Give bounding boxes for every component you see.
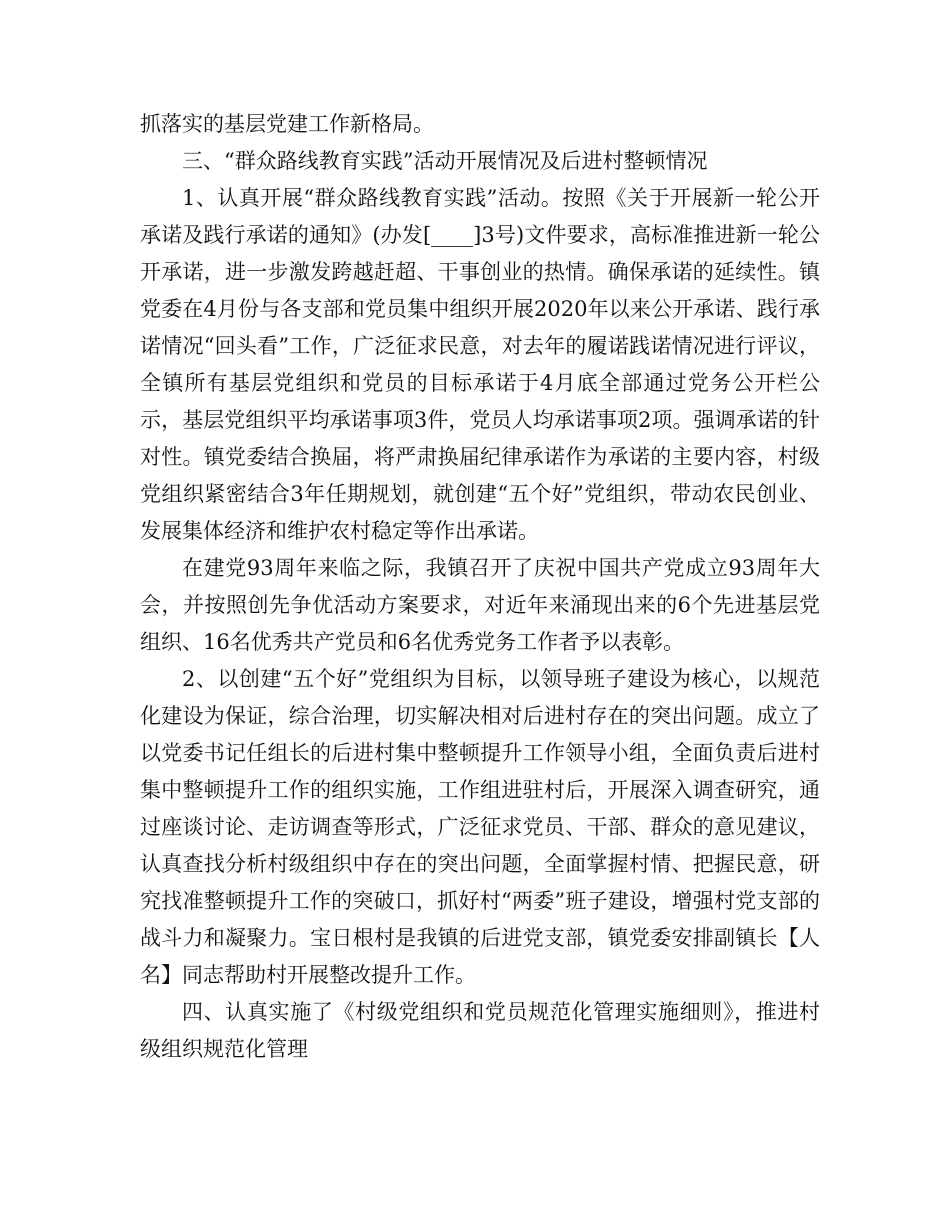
paragraph-item-two: 2、以创建“五个好”党组织为目标，以领导班子建设为核心，以规范化建设为保证，综合治理，切实解决相对后进村存在的突出问题。成立了以党委书记任组长的后进村集中整顿提升工作领导小组，全面负责后进村集中整顿提升工作的组织实施，工作组进驻村后，开展深入调查研究，通过座谈讨论、走访调查等形式，广泛征求党员、干部、群众的意见建议，认真查找分析村级组织中存在的突出问题，全面掌握村情、把握民意，研究找准整顿提升工作的突破口，抓好村“两委”班子建设，增强村党支部的战斗力和凝聚力。宝日根村是我镇的后进党支部，镇党委安排副镇长【人名】同志帮助村开展整改提升工作。 [140, 667, 820, 987]
section-heading-three: 三、“群众路线教育实践”活动开展情况及后进村整顿情况 [182, 149, 708, 173]
document-page [140, 106, 820, 1068]
paragraph-item-one: 1、认真开展“群众路线教育实践”活动。按照《关于开展新一轮公开承诺及践行承诺的通知》(办发[____]3号)文件要求，高标准推进新一轮公开承诺，进一步激发跨越赶超、干事创业的热情。确保承诺的延续性。镇党委在4月份与各支部和党员集中组织开展2020年以来公开承诺、践行承诺情况“回头看”工作，广泛征求民意，对去年的履诺践诺情况进行评议，全镇所有基层党组织和党员的目标承诺于4月底全部通过党务公开栏公示，基层党组织平均承诺事项3件，党员人均承诺事项2项。强调承诺的针对性。镇党委结合换届，将严肃换届纪律承诺作为承诺的主要内容，村级党组织紧密结合3年任期规划，就创建“五个好”党组织，带动农民创业、发展集体经济和维护农村稳定等作出承诺。 [140, 186, 820, 543]
paragraph-anniversary: 在建党93周年来临之际，我镇召开了庆祝中国共产党成立93周年大会，并按照创先争优活动方案要求，对近年来涌现出来的6个先进基层党组织、16名优秀共产党员和6名优秀党务工作者予以表彰。 [140, 556, 820, 654]
section-heading-four: 四、认真实施了《村级党组织和党员规范化管理实施细则》，推进村级组织规范化管理 [140, 1000, 820, 1061]
paragraph-continuation: 抓落实的基层党建工作新格局。 [140, 112, 434, 136]
